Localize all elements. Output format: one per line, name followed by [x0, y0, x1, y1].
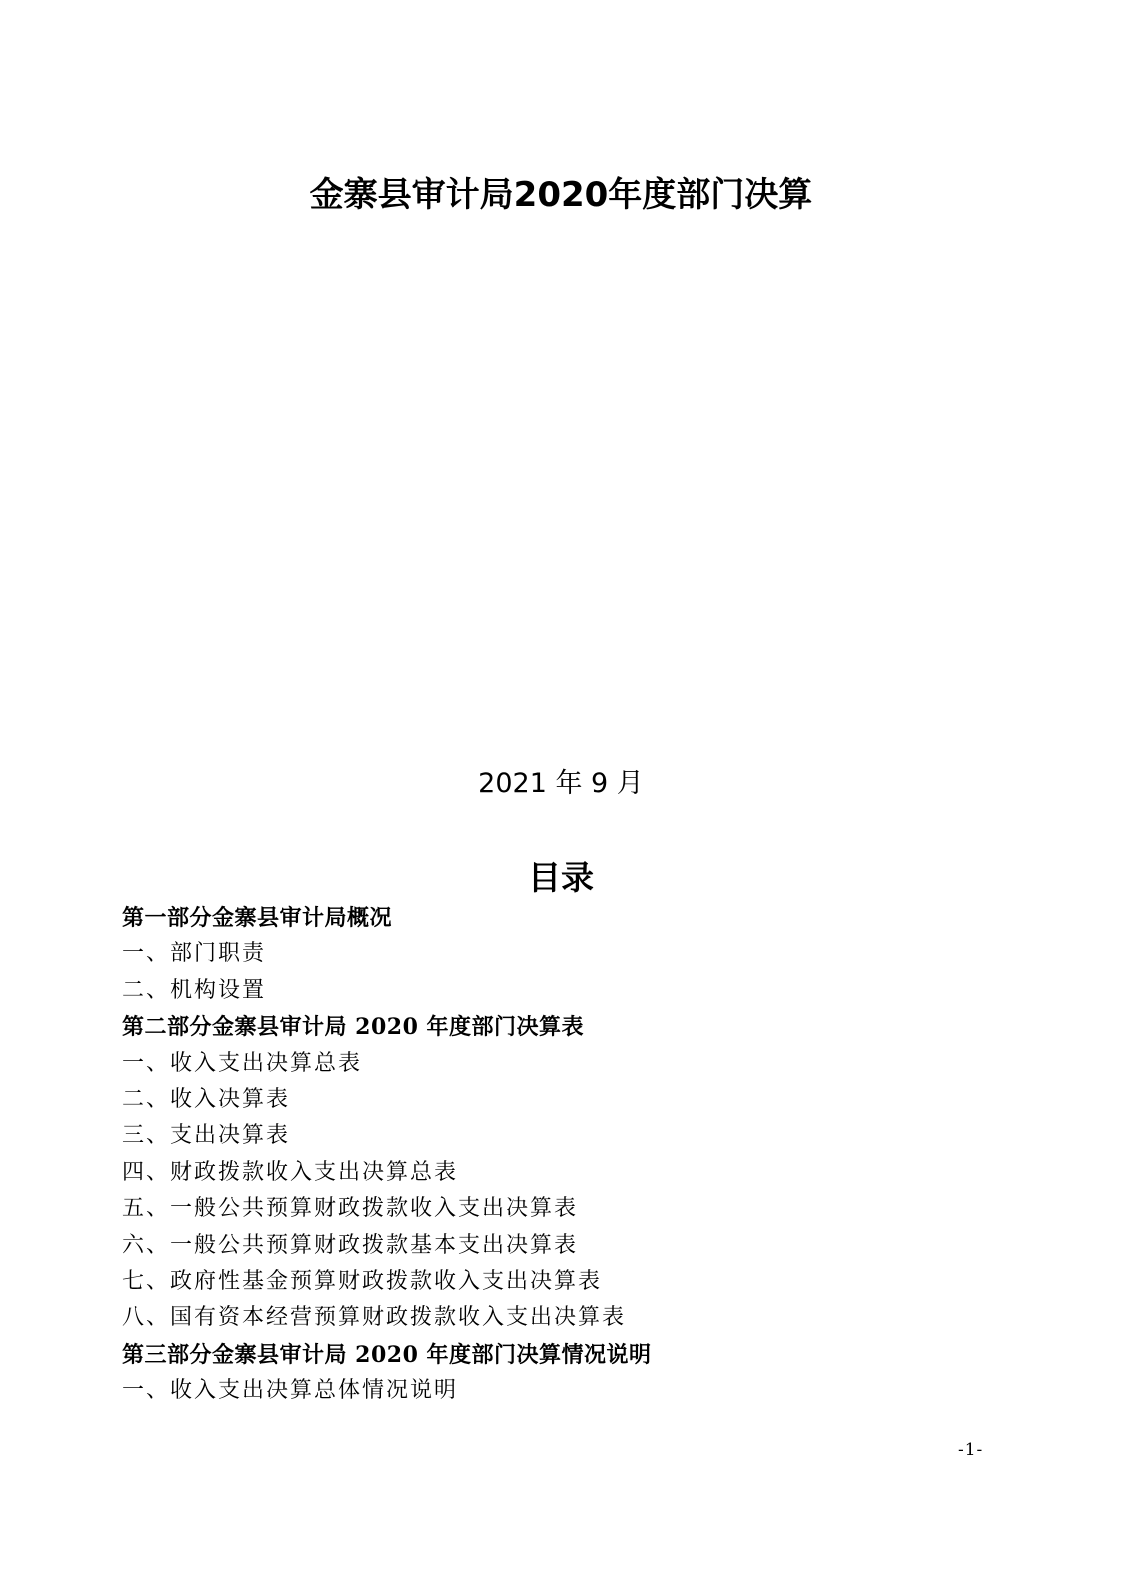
- toc-item: 六、一般公共预算财政拨款基本支出决算表: [122, 1232, 579, 1258]
- page-number: -1-: [958, 1440, 984, 1460]
- toc-item: 一、收入支出决算总体情况说明: [122, 1378, 459, 1404]
- toc-heading: 目录: [528, 858, 594, 897]
- toc-item: 二、收入决算表: [122, 1086, 291, 1112]
- toc-item: 三、支出决算表: [122, 1123, 291, 1149]
- toc-part-item: 第二部分金寨县审计局 2020 年度部门决算表: [122, 1014, 585, 1041]
- document-title: 金寨县审计局2020年度部门决算: [309, 175, 813, 215]
- toc-item: 一、收入支出决算总表: [122, 1050, 363, 1076]
- toc-item: 八、国有资本经营预算财政拨款收入支出决算表: [122, 1305, 627, 1331]
- toc-item: 七、政府性基金预算财政拨款收入支出决算表: [122, 1268, 603, 1294]
- toc-item: 五、一般公共预算财政拨款收入支出决算表: [122, 1196, 579, 1222]
- toc-part-item: 第一部分金寨县审计局概况: [122, 905, 393, 931]
- toc-item: 四、财政拨款收入支出决算总表: [122, 1159, 459, 1185]
- table-of-contents: [122, 900, 1022, 1409]
- toc-item: 二、机构设置: [122, 977, 267, 1003]
- toc-item: 一、部门职责: [122, 941, 267, 967]
- toc-part-item: 第三部分金寨县审计局 2020 年度部门决算情况说明: [122, 1341, 652, 1368]
- document-date: 2021 年 9 月: [478, 768, 644, 799]
